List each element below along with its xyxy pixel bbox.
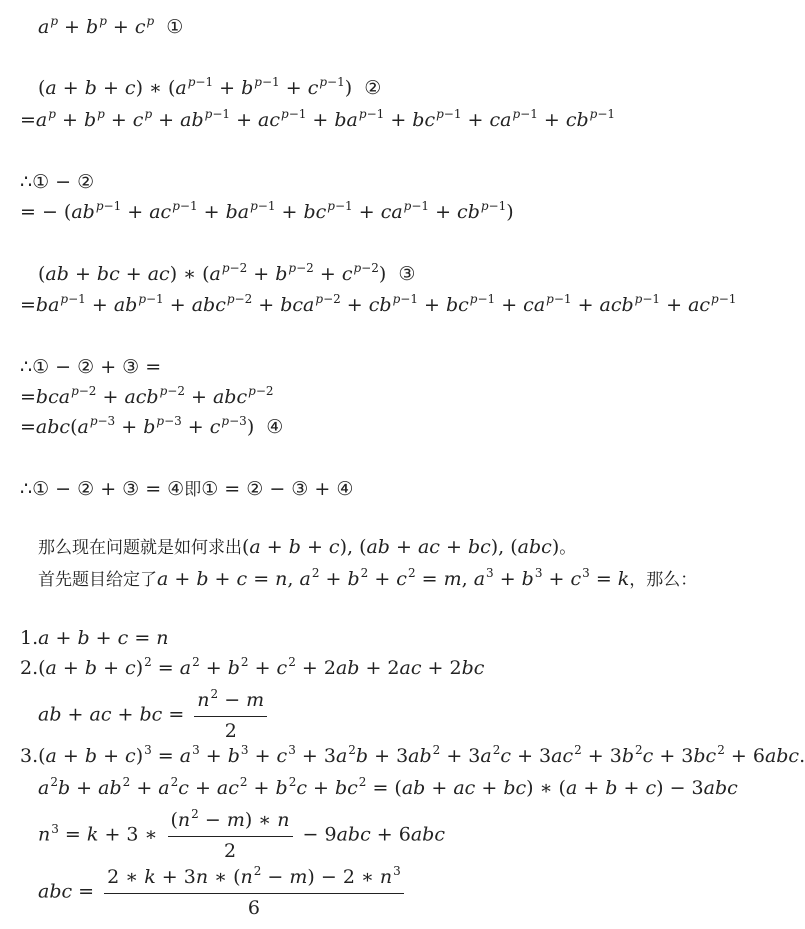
math-line-7: $=ba^{p-1} + ab^{p-1} + abc^{p-2} + bca^{p-2} + cb^{p-1} + bc^{p-1} + ca^{p-1} + acb^{p-1} + ac^{p-1}$	[20, 292, 737, 316]
math-line-1: $a^p + b^p + c^p$ ①	[38, 14, 184, 38]
math-line-10: $=abc(a^{p-3} + b^{p-3} + c^{p-3})$ ④	[20, 414, 284, 438]
math-line-14: 1.a + b + c = n	[20, 627, 169, 649]
math-line-13: 首先题目给定了a + b + c = n, $a^2 + b^2 + c^2 = m$, $a^3 + b^3 + c^3 = k$，那么：	[38, 566, 698, 590]
math-line-4: ∴① − ②	[20, 171, 95, 193]
math-line-3: $=a^p + b^p + c^p + ab^{p-1} + ac^{p-1} + ba^{p-1} + bc^{p-1} + ca^{p-1} + cb^{p-1}$	[20, 107, 616, 131]
math-line-12: 那么现在问题就是如何求出(a + b + c), (ab + ac + bc), (abc)。	[38, 536, 577, 558]
math-line-19: $n^3 = k + 3$ ∗ $\frac{(n^2 - m) ∗ n}{2}$ − 9abc + 6abc	[38, 807, 445, 862]
math-line-8: ∴① − ② + ③ =	[20, 356, 162, 378]
math-line-15: $2.(a + b + c)^2 = a^2 + b^2 + c^2 + 2ab + 2ac + 2bc$	[20, 655, 485, 679]
math-line-11: ∴① − ② + ③ = ④即① = ② − ③ + ④	[20, 478, 354, 500]
math-line-6: (ab + bc + ac) ∗ $(a^{p-2} + b^{p-2} + c^{p-2})$ ③	[38, 261, 416, 285]
math-line-16: ab + ac + bc = $\frac{n^2 - m}{2}$	[38, 688, 271, 743]
math-line-9: =bca$^{p-2}$ + acb$^{p-2}$ + abc$^{p-2}$	[20, 384, 274, 408]
math-line-5: = − $(ab^{p-1} + ac^{p-1} + ba^{p-1} + bc^{p-1} + ca^{p-1} + cb^{p-1})$	[20, 199, 514, 223]
math-line-2: (a + b + c) ∗ $(a^{p-1} + b^{p-1} + c^{p-1})$ ②	[38, 75, 382, 99]
math-line-20: abc = $\frac{2 ∗ k + 3n ∗ (n^2 - m) - 2 ∗ n^3}{6}$	[38, 865, 408, 920]
math-line-18: $a^2b + ab^2 + a^2c + ac^2 + b^2c + bc^2 = (ab$ + ac + bc) ∗ (a + b + c) − 3abc	[38, 775, 738, 799]
math-line-17: $3.(a + b + c)^3 = a^3 + b^3 + c^3 + 3a^2b + 3ab^2 + 3a^2c + 3ac^2 + 3b^2c + 3bc^2 + 6abc$.	[20, 743, 805, 767]
